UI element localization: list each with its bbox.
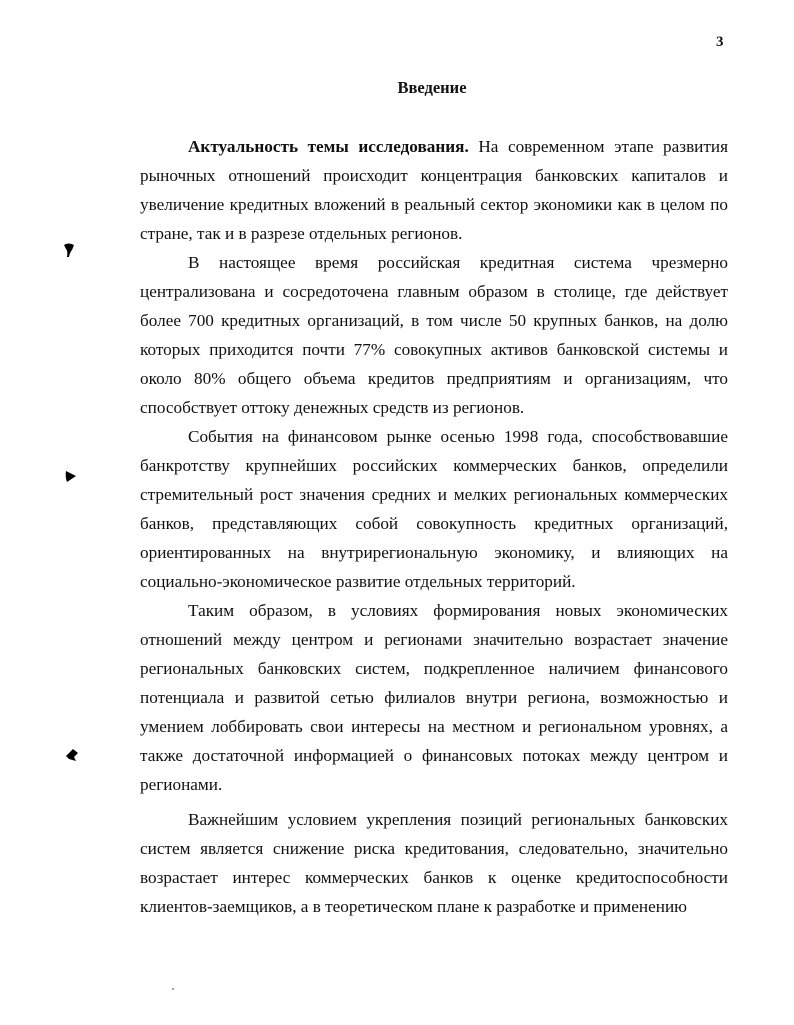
paragraph-intro-text: На современном этапе развития рыночных отношений происходит концентрация банковских капиталов и увеличение кредитных вложений в реальный сектор экономики как в целом по стране, так и в разрезе отдельных регионов.: [140, 137, 728, 243]
section-title: Введение: [397, 78, 467, 97]
page-number: 3: [716, 34, 724, 50]
paragraph-1: В настоящее время российская кредитная система чрезмерно централизована и сосредоточена главным образом в столице, где действует более 700 кредитных организаций, в том числе 50 крупных банков, на долю которых приходится почти 77% совокупных активов банковской системы и около 80% общего объема кредитов предприятиям и организациям, что способствует оттоку денежных средств из регионов.: [140, 253, 728, 417]
paragraph-4: Важнейшим условием укрепления позиций региональных банковских систем является снижение риска кредитования, следовательно, значительно возрастает интерес коммерческих банков к оценке кредитоспособности клиентов-заемщиков, а в теоретическом плане к разработке и применению: [140, 810, 728, 916]
body-text: [140, 132, 728, 921]
margin-mark-icon: [65, 747, 79, 763]
margin-mark-icon: [64, 469, 78, 485]
paragraph-intro: [140, 132, 728, 248]
margin-mark-icon: [62, 242, 76, 258]
paragraph-2: События на финансовом рынке осенью 1998 года, способствовавшие банкротству крупнейших российских коммерческих банков, определили стремительный рост значения средних и мелких региональных коммерческих банков, представляющих собой совокупность кредитных организаций, ориентированных на внутрирегиональную экономику, и влияющих на социально-экономическое развитие отдельных территорий.: [140, 427, 728, 591]
paragraph-3: Таким образом, в условиях формирования новых экономических отношений между центром и регионами значительно возрастает значение региональных банковских систем, подкрепленное наличием финансового потенциала и развитой сетью филиалов внутри региона, возможностью и умением лоббировать свои интересы на местном и региональном уровнях, а также достаточной информацией о финансовых потоках между центром и регионами.: [140, 601, 728, 794]
scan-speck: [172, 988, 174, 990]
paragraph-lead: Актуальность темы исследования.: [188, 137, 469, 156]
